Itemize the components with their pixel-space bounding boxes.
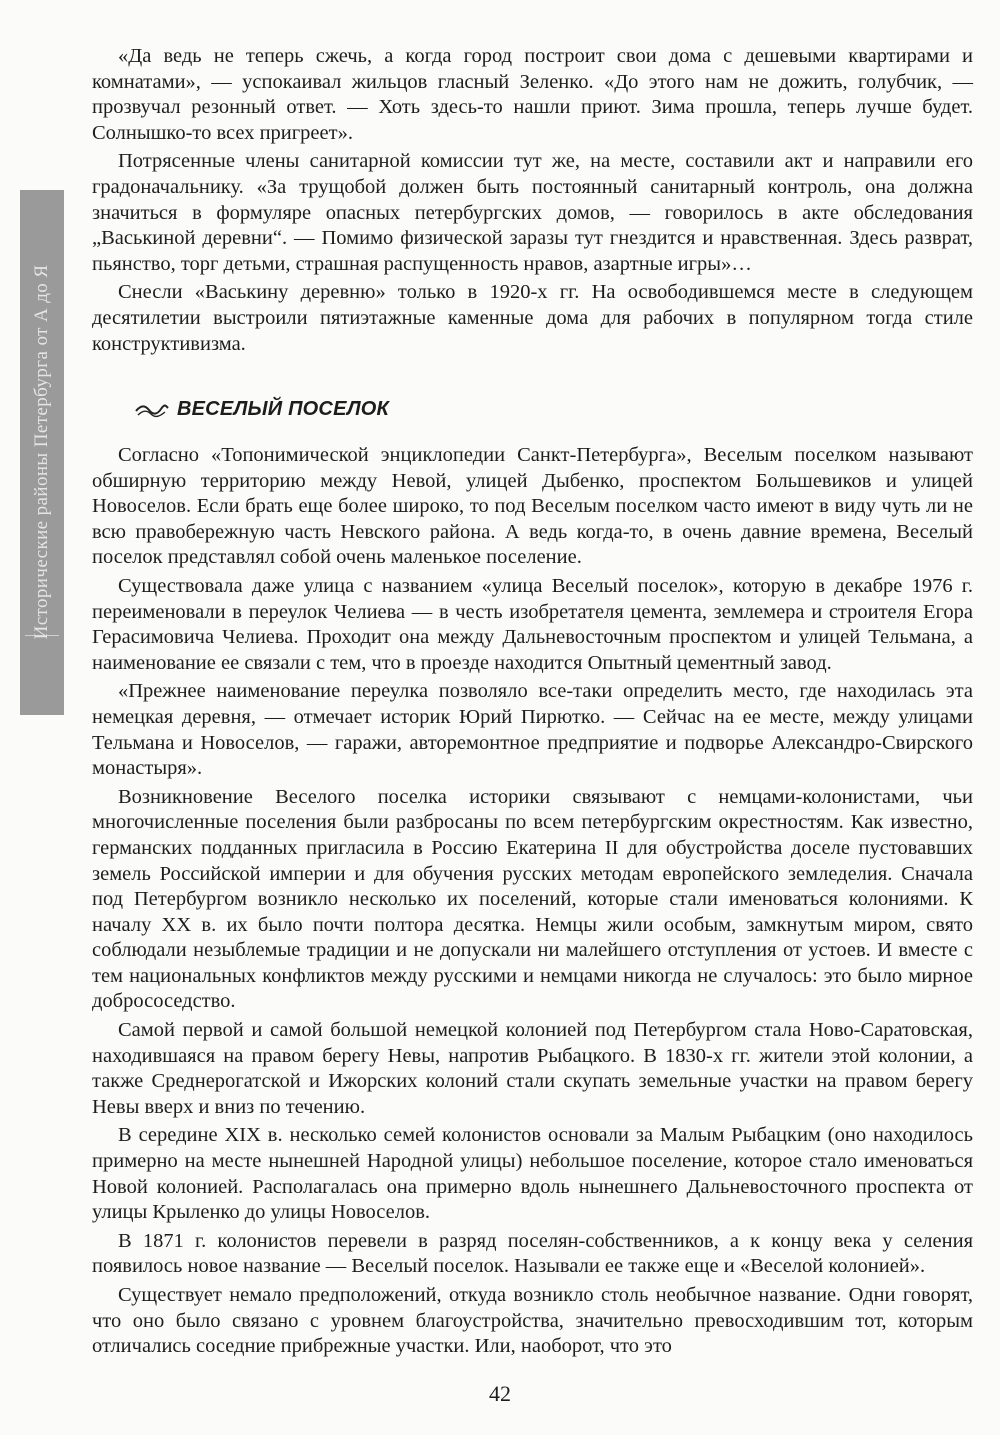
running-title: Исторические районы Петербурга от А до Я <box>31 264 52 640</box>
paragraph: «Да ведь не теперь сжечь, а когда город построит свои дома с дешевыми квартирами и комнатами», — успокаивал жильцов гласный Зеленко. «До этого нам не дожить, голубчик, — прозвучал резонный ответ. — Хоть здесь-то нашли приют. Зима прошла, теперь лучше будет. Солнышко-то всех пригреет». <box>92 45 973 144</box>
paragraph: Существует немало предположений, откуда возникло столь необычное название. Одни говорят, что оно было связано с уровнем благоустройства, значительно превосходившим тот, которым отличались соседние прибрежные участки. Или, наоборот, что это <box>92 1284 973 1358</box>
main-text-block <box>92 443 973 1363</box>
paragraph: Существовала даже улица с названием «улица Веселый поселок», которую в декабре 1976 г. переименовали в переулок Челиева — в честь изобретателя цемента, землемера и строителя Егора Герасимовича Челиева. Проходит она между Дальневосточным проспектом и улицей Тельмана, а наименование ее связали с тем, что в проезде находится Опытный цементный завод. <box>92 574 973 674</box>
paragraph: В середине XIX в. несколько семей колонистов основали за Малым Рыбацким (оно находилось примерно на месте нынешней Народной улицы) небольшое поселение, которое стало именоваться Новой колонией. Располагалась она примерно вдоль нынешнего Дальневосточного проспекта от улицы Крыленко до улицы Новоселов. <box>92 1124 973 1224</box>
paragraph: Согласно «Топонимической энциклопедии Санкт-Петербурга», Веселым поселком называют обширную территорию между Невой, улицей Дыбенко, проспектом Большевиков и улицей Новоселов. Если брать еще более широко, то под Веселым поселком часто имеют в виду чуть ли не всю правобережную часть Невского района. А ведь когда-то, в очень давние времена, Веселый поселок представлял собой очень маленькое поселение. <box>92 444 973 569</box>
section-heading <box>135 398 389 421</box>
paragraph: Возникновение Веселого поселка историки связывают с немцами-колонистами, чьи многочисленные поселения были разбросаны по всем петербургским окрестностям. Как известно, германских подданных пригласила в Россию Екатерина II для обустройства доселе пустовавших земель Российской империи и для обучения русских методам европейского земледелия. Сначала под Петербургом возникло несколько их поселений, которые стали именоваться колониями. К началу XX в. их было почти полтора десятка. Немцы жили особым, замкнутым миром, свято соблюдали незыблемые традиции и не допускали ни малейшего отступления от устоев. И вместе с тем национальных конфликтов между русскими и немцами никогда не случалось: это было мирное добрососедство. <box>92 785 973 1013</box>
side-running-title-bar <box>20 190 64 715</box>
wave-ornament-icon <box>135 402 169 418</box>
paragraph: В 1871 г. колонистов перевели в разряд поселян-собственников, а к концу века у селения появилось новое название — Веселый поселок. Называли ее также еще и «Веселой колонией». <box>92 1229 973 1278</box>
page-number: 42 <box>489 1381 511 1406</box>
top-text-block <box>92 44 973 360</box>
section-title: ВЕСЕЛЫЙ ПОСЕЛОК <box>177 398 390 420</box>
paragraph: Потрясенные члены санитарной комиссии тут же, на месте, составили акт и направили его градоначальнику. «За трущобой должен быть постоянный санитарный контроль, она должна значиться в формуляре опасных петербургских домов, — говорилось в акте обследования „Васькиной деревни“. — Помимо физической заразы тут гнездится и нравственная. Здесь разврат, пьянство, торг детьми, страшная распущенность нравов, азартные игры»… <box>92 150 973 275</box>
paragraph: Самой первой и самой большой немецкой колонией под Петербургом стала Ново-Саратовская, находившаяся на правом берегу Невы, напротив Рыбацкого. В 1830-х гг. жители этой колонии, а также Среднерогатской и Ижорских колоний стали скупать земельные участки на правом берегу Невы вверх и вниз по течению. <box>92 1019 973 1118</box>
paragraph: Снесли «Васькину деревню» только в 1920-х гг. На освободившемся месте в следующем десятилетии выстроили пятиэтажные каменные дома для рабочих в популярном тогда стиле конструктивизма. <box>92 281 973 355</box>
paragraph: «Прежнее наименование переулка позволяло все-таки определить место, где находилась эта немецкая деревня, — отмечает историк Юрий Пирютко. — Сейчас на ее месте, между улицами Тельмана и Новоселов, — гаражи, авторемонтное предприятие и подворье Александро-Свирского монастыря». <box>92 680 973 780</box>
